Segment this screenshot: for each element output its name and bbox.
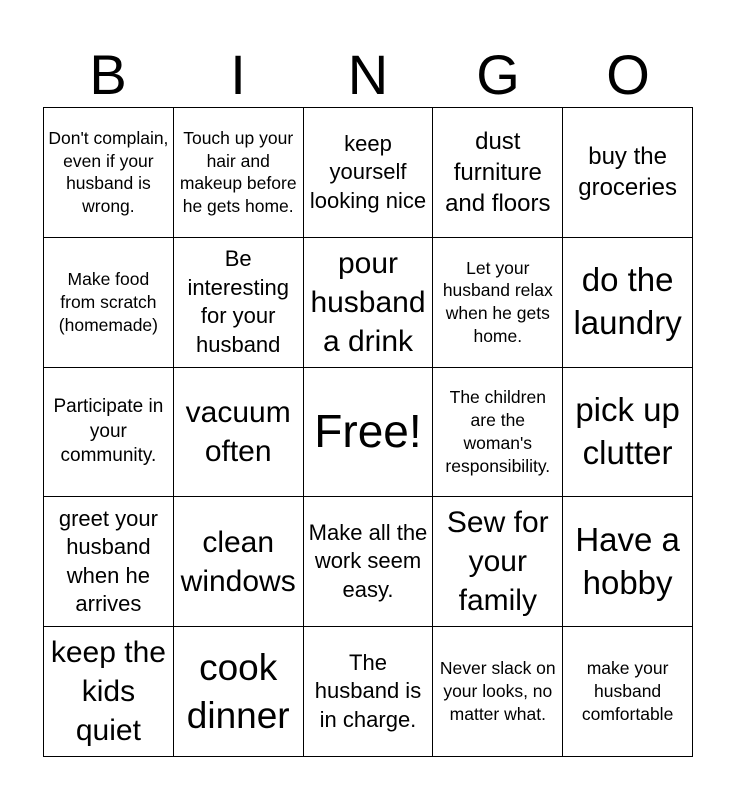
cell-text: Sew for your family — [446, 506, 549, 618]
cell-text: Don't complain, even if your husband is wrong. — [48, 127, 169, 217]
cell-text: The husband is in charge. — [314, 649, 422, 732]
cell-text: keep the kids quiet — [50, 636, 166, 748]
cell-text: Be interesting for your husband — [187, 246, 289, 357]
cell-text: do the laundry — [573, 261, 682, 342]
bingo-header — [43, 44, 693, 106]
bingo-cell-r5-c1[interactable] — [44, 627, 174, 757]
bingo-cell-r2-c3[interactable] — [304, 238, 434, 368]
bingo-cell-r3-c5[interactable] — [563, 368, 693, 498]
cell-text: Have a hobby — [575, 520, 680, 601]
cell-text: clean windows — [180, 525, 296, 598]
bingo-cell-r3-c1[interactable] — [44, 368, 174, 498]
bingo-cell-r1-c4[interactable] — [433, 108, 563, 238]
bingo-cell-r3-c4[interactable] — [433, 368, 563, 498]
bingo-cell-free[interactable] — [304, 368, 434, 498]
bingo-cell-r3-c2[interactable] — [174, 368, 304, 498]
bingo-board — [43, 107, 693, 757]
bingo-cell-r4-c4[interactable] — [433, 497, 563, 627]
bingo-cell-r4-c3[interactable] — [304, 497, 434, 627]
cell-text: dust furniture and floors — [445, 127, 551, 217]
cell-text: Never slack on your looks, no matter what. — [439, 658, 556, 724]
bingo-cell-r5-c2[interactable] — [174, 627, 304, 757]
cell-text: Participate in your community. — [53, 395, 164, 467]
bingo-cell-r5-c4[interactable] — [433, 627, 563, 757]
cell-text: pick up clutter — [575, 391, 680, 471]
bingo-cell-r4-c1[interactable] — [44, 497, 174, 627]
bingo-cell-r1-c1[interactable] — [44, 108, 174, 238]
bingo-cell-r1-c3[interactable] — [304, 108, 434, 238]
bingo-cell-r4-c5[interactable] — [563, 497, 693, 627]
cell-text: pour husband a drink — [310, 246, 426, 358]
header-letter-i: I — [230, 43, 246, 106]
cell-text: greet your husband when he arrives — [58, 505, 158, 617]
cell-text: Make food from scratch (homemade) — [58, 269, 158, 335]
bingo-cell-r5-c3[interactable] — [304, 627, 434, 757]
bingo-cell-r4-c2[interactable] — [174, 497, 304, 627]
bingo-cell-r2-c5[interactable] — [563, 238, 693, 368]
cell-text: make your husband comfortable — [581, 658, 674, 724]
bingo-cell-r1-c5[interactable] — [563, 108, 693, 238]
header-letter-n: N — [347, 43, 389, 106]
bingo-cell-r1-c2[interactable] — [174, 108, 304, 238]
bingo-cell-r5-c5[interactable] — [563, 627, 693, 757]
cell-text: Let your husband relax when he gets home. — [442, 257, 553, 346]
cell-text: buy the groceries — [578, 143, 677, 202]
free-space-text: Free! — [314, 405, 422, 458]
cell-text: Touch up your hair and makeup before he gets home. — [179, 127, 297, 217]
bingo-cell-r2-c1[interactable] — [44, 238, 174, 368]
cell-text: keep yourself looking nice — [309, 130, 427, 213]
cell-text: cook dinner — [186, 646, 290, 736]
cell-text: The children are the woman's responsibility. — [445, 387, 551, 476]
cell-text: Make all the work seem easy. — [308, 519, 428, 603]
header-letter-o: O — [606, 43, 650, 106]
header-letter-b: B — [89, 43, 127, 106]
bingo-cell-r2-c2[interactable] — [174, 238, 304, 368]
cell-text: vacuum often — [185, 395, 291, 468]
bingo-cell-r2-c4[interactable] — [433, 238, 563, 368]
header-letter-g: G — [476, 43, 520, 106]
